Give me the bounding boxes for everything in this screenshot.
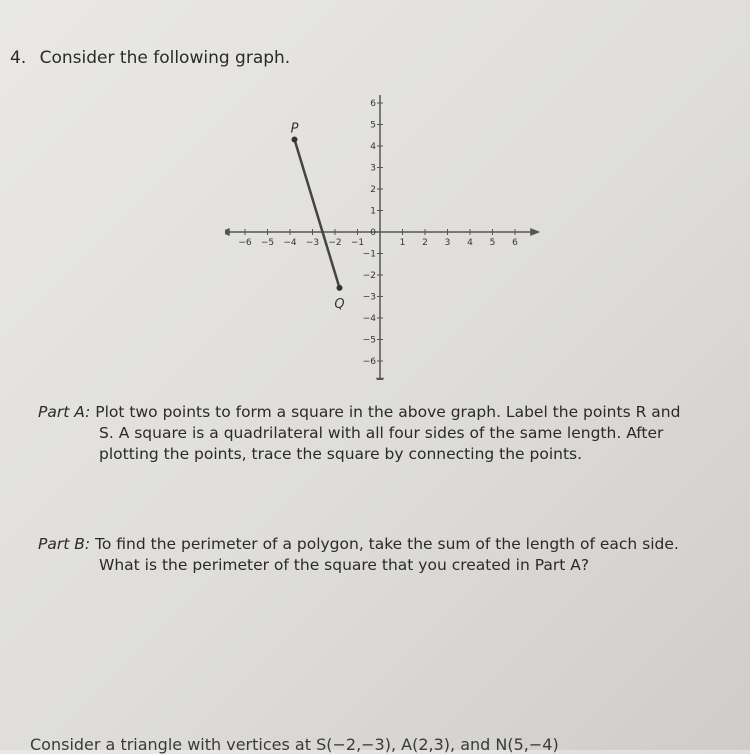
question-header <box>10 48 298 68</box>
y-tick-label: −3 <box>362 292 376 303</box>
point-q <box>337 285 343 291</box>
y-tick-label: 0 <box>370 228 376 238</box>
segment-pq <box>295 140 340 288</box>
part-a-line3: plotting the points, trace the square by connecting the points. <box>99 445 583 463</box>
y-tick-label: 5 <box>370 120 376 131</box>
y-tick-label: 6 <box>370 99 376 109</box>
x-tick-label: −2 <box>328 238 342 248</box>
part-b-line2: What is the perimeter of the square that you created in Part A? <box>99 556 590 574</box>
x-tick-label: −5 <box>260 238 275 248</box>
point-p <box>292 137 298 143</box>
point-label-p: P <box>290 121 299 137</box>
question-prompt: Consider the following graph. <box>39 48 291 68</box>
part-b <box>38 534 748 576</box>
part-a <box>38 402 748 465</box>
part-b-line1: To find the perimeter of a polygon, take the sum of the length of each side. <box>95 535 679 553</box>
x-tick-label: 1 <box>399 238 406 248</box>
question-number: 4. <box>10 48 27 68</box>
x-tick-label: 5 <box>489 238 496 248</box>
x-tick-label: 2 <box>422 238 428 248</box>
y-tick-label: 4 <box>370 142 376 152</box>
next-question-text: Consider a triangle with vertices at S(−2,−3), A(2,3), and N(5,−4) <box>30 735 559 754</box>
y-tick-label: −6 <box>362 357 376 367</box>
y-tick-label: 3 <box>370 163 376 174</box>
part-b-label: Part B: <box>38 535 91 553</box>
x-tick-label: −3 <box>305 238 320 248</box>
point-label-q: Q <box>334 296 345 312</box>
y-tick-label: −1 <box>362 249 376 260</box>
x-tick-label: −4 <box>283 238 297 248</box>
y-tick-label: −5 <box>362 335 376 346</box>
coordinate-graph <box>225 95 545 380</box>
y-tick-label: −4 <box>362 314 376 324</box>
part-a-label: Part A: <box>38 403 91 421</box>
x-tick-label: −1 <box>350 238 365 248</box>
x-tick-label: −6 <box>238 238 252 248</box>
y-tick-label: −2 <box>362 271 376 281</box>
x-tick-label: 6 <box>512 238 518 248</box>
part-a-line2: S. A square is a quadrilateral with all four sides of the same length. After <box>99 424 664 442</box>
y-tick-label: 1 <box>370 206 376 217</box>
y-tick-label: 2 <box>370 185 376 195</box>
y-axis-arrow-down <box>376 378 384 380</box>
x-tick-label: 4 <box>467 238 473 248</box>
part-a-line1: Plot two points to form a square in the above graph. Label the points R and <box>95 403 681 421</box>
x-axis-arrow-right <box>530 228 540 236</box>
x-axis-arrow-left <box>225 228 230 236</box>
x-tick-label: 3 <box>444 238 451 248</box>
